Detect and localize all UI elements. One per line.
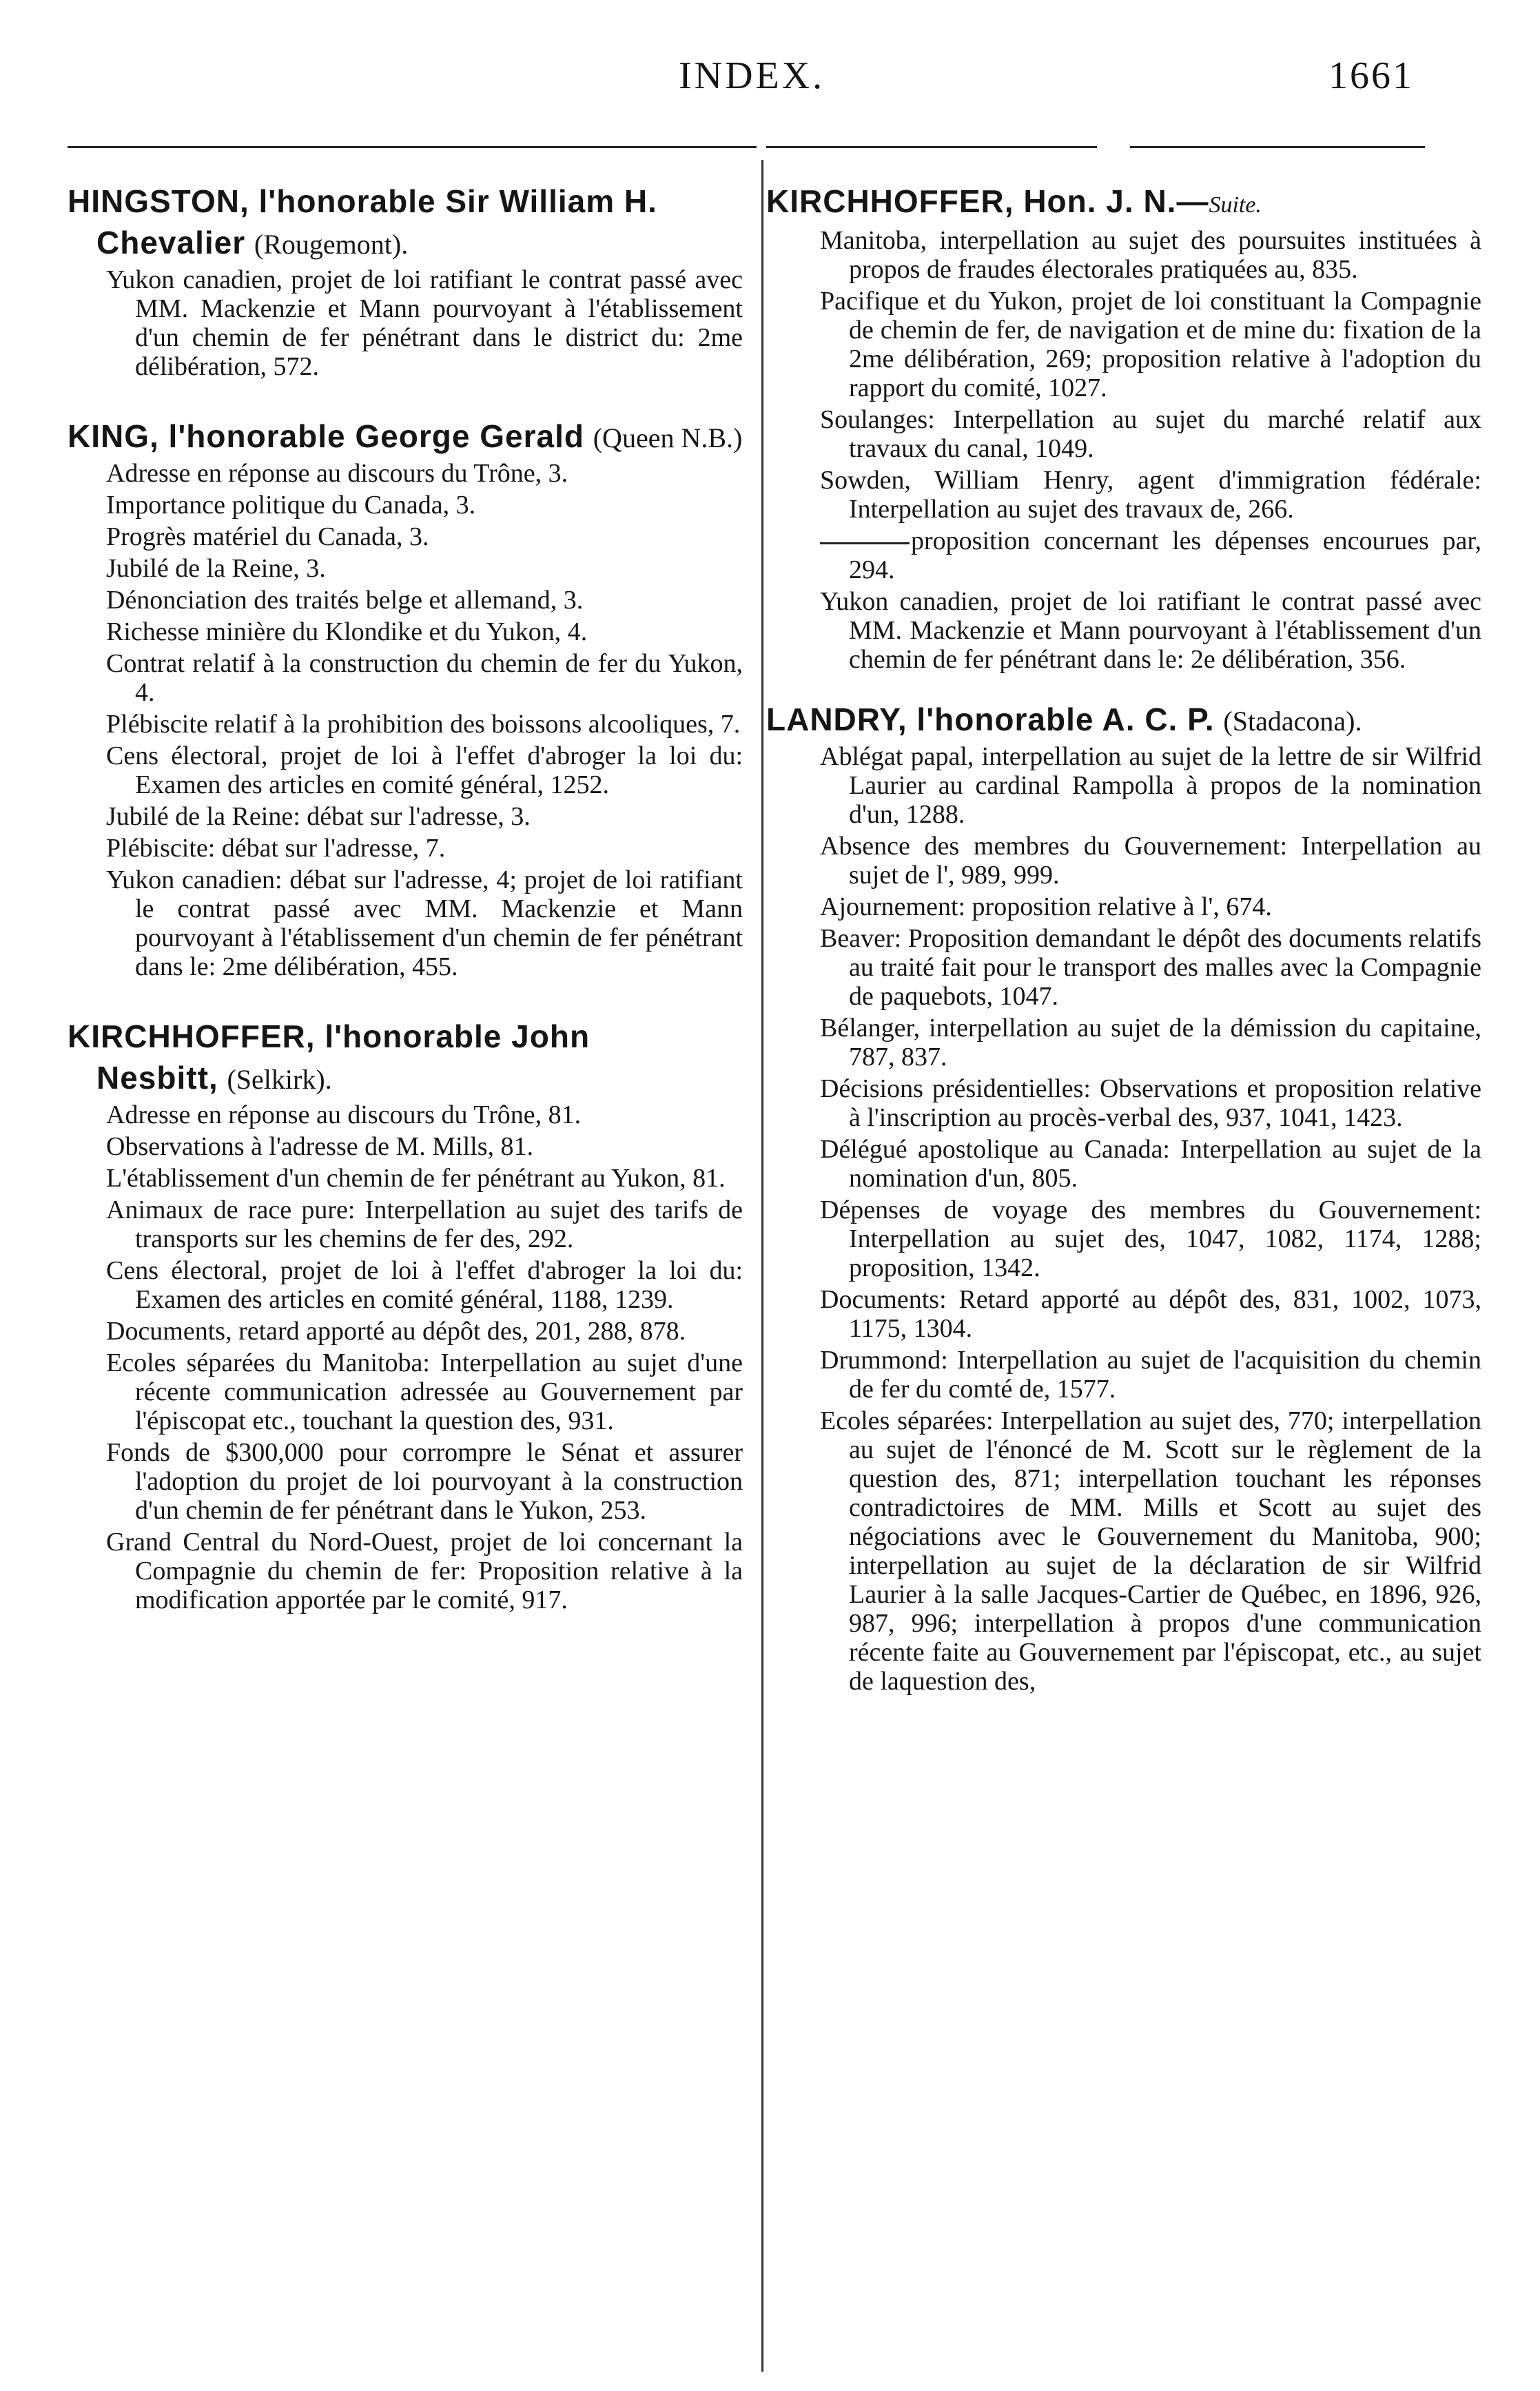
entry-item: Fonds de $300,000 pour corrompre le Sénat et assurer l'adoption du projet de loi pourvoyant à la construction d'un chemin de fer pénétrant dans le Yukon, 253. [106, 1438, 743, 1525]
entry-dash-item [766, 526, 1481, 584]
running-title: INDEX. [679, 54, 825, 97]
entry-item: Cens électoral, projet de loi à l'effet d'abroger la loi du: Examen des articles en comité général, 1252. [106, 741, 743, 799]
entry-heading-continued [68, 222, 743, 265]
entry-qualifier: (Selkirk). [227, 1064, 332, 1095]
entry-item: Pacifique et du Yukon, projet de loi constituant la Compagnie de chemin de fer, de navigation et de mine du: fixation de la 2me délibération, 269; proposition relative à l'adoption du rapport du comité, 1027. [820, 287, 1481, 402]
entry-item: L'établissement d'un chemin de fer pénétrant au Yukon, 81. [106, 1164, 726, 1193]
entry-heading [68, 1016, 743, 1100]
entry-suite: Suite. [1209, 192, 1262, 218]
index-entry [766, 699, 1481, 1696]
entry-item: Beaver: Proposition demandant le dépôt des documents relatifs au traité fait pour le transport des malles avec la Compagnie de paquebots, 1047. [820, 924, 1481, 1011]
entry-item: Sowden, William Henry, agent d'immigration fédérale: Interpellation au sujet des travaux de, 266. [820, 466, 1481, 524]
entry-item: Ablégat papal, interpellation au sujet de la lettre de sir Wilfrid Laurier au cardinal Rampolla à propos de la nomination d'un, 1288. [820, 742, 1481, 829]
entry-qualifier: (Queen N.B.) [593, 422, 743, 453]
entry-item: Cens électoral, projet de loi à l'effet d'abroger la loi du: Examen des articles en comité général, 1188, 1239. [106, 1256, 743, 1314]
column-divider [761, 160, 763, 2372]
page-number: 1661 [1328, 54, 1414, 97]
entry-item: Documents: Retard apporté au dépôt des, 831, 1002, 1073, 1175, 1304. [820, 1285, 1481, 1343]
entry-item: Yukon canadien, projet de loi ratifiant le contrat passé avec MM. Mackenzie et Mann pourvoyant à l'établissement d'un chemin de fer pénétrant dans le district du: 2me délibération, 572. [106, 265, 743, 381]
entry-item: Observations à l'adresse de M. Mills, 81. [106, 1132, 534, 1161]
entry-item: Jubilé de la Reine, 3. [106, 554, 326, 583]
entry-item: Importance politique du Canada, 3. [106, 491, 476, 520]
entry-item: Ecoles séparées: Interpellation au sujet des, 770; interpellation au sujet de l'énoncé de M. Scott sur le règlement de la question des, 871; interpellation touchant les réponses contradictoires de MM. Mills et Scott au sujet des négociations avec le Gouvernement du Manitoba, 900; interpellation au sujet de la déclaration de sir Wilfrid Laurier à la salle Jacques-Cartier de Québec, en 1896, 926, 987, 996; interpellation à propos d'une communication récente faite au Gouvernement par l'épiscopat, etc., au sujet de laquestion des, [820, 1406, 1481, 1696]
header-rule-right [1130, 146, 1425, 148]
left-column [68, 181, 743, 1649]
entry-name-line2: Chevalier [96, 225, 246, 260]
entry-heading-continued [68, 1057, 743, 1100]
entry-item: Yukon canadien, projet de loi ratifiant le contrat passé avec MM. Mackenzie et Mann pourvoyant à l'établissement d'un chemin de fer pénétrant dans le: 2e délibération, 356. [820, 587, 1481, 674]
index-entry [68, 181, 743, 381]
entry-heading [766, 181, 1481, 226]
entry-item: Plébiscite: débat sur l'adresse, 7. [106, 834, 446, 863]
entry-item: Richesse minière du Klondike et du Yukon, 4. [106, 617, 588, 646]
entry-item: Animaux de race pure: Interpellation au sujet des tarifs de transports sur les chemins de fer des, 292. [106, 1196, 743, 1253]
entry-item: Ecoles séparées du Manitoba: Interpellation au sujet d'une récente communication adressée au Gouvernement par l'épiscopat etc., touchant la question des, 931. [106, 1348, 743, 1435]
entry-item: Grand Central du Nord-Ouest, projet de loi concernant la Compagnie du chemin de fer: Proposition relative à la modification apportée par le comité, 917. [106, 1528, 743, 1614]
entry-item: Plébiscite relatif à la prohibition des boissons alcooliques, 7. [106, 710, 741, 739]
entry-item: Adresse en réponse au discours du Trône, 3. [106, 459, 568, 488]
entry-item: Contrat relatif à la construction du chemin de fer du Yukon, 4. [106, 649, 743, 707]
entry-name-line2: Nesbitt, [96, 1060, 218, 1096]
entry-heading [68, 181, 743, 265]
entry-item: Ajournement: proposition relative à l', 674. [820, 892, 1272, 921]
index-entry [766, 181, 1481, 674]
entry-item: Bélanger, interpellation au sujet de la démission du capitaine, 787, 837. [820, 1014, 1481, 1071]
entry-item: Soulanges: Interpellation au sujet du marché relatif aux travaux du canal, 1049. [820, 405, 1481, 463]
index-entry [68, 1016, 743, 1614]
entry-item: Yukon canadien: débat sur l'adresse, 4; projet de loi ratifiant le contrat passé avec MM. Mackenzie et Mann pourvoyant à l'établissement d'un chemin de fer pénétrant dans le: 2me délibération, 455. [106, 865, 743, 981]
ditto-dash [820, 542, 910, 544]
entry-item: Progrès matériel du Canada, 3. [106, 522, 429, 551]
header-rule-left [68, 146, 757, 148]
entry-item: Dénonciation des traités belge et allemand, 3. [106, 586, 584, 615]
entry-item: Délégué apostolique au Canada: Interpellation au sujet de la nomination d'un, 805. [820, 1135, 1481, 1193]
entry-name: KIRCHHOFFER, Hon. J. N.— [766, 183, 1209, 219]
entry-qualifier: (Stadacona). [1223, 706, 1362, 737]
entry-qualifier: (Rougemont). [254, 229, 409, 260]
header-rule-mid [766, 146, 1097, 148]
entry-name: HINGSTON, l'honorable Sir William H. [68, 183, 657, 219]
entry-item: Documents, retard apporté au dépôt des, 201, 288, 878. [106, 1317, 686, 1346]
dash-item-text: proposition concernant les dépenses encourues par, 294. [849, 526, 1481, 584]
entry-heading [68, 415, 743, 459]
page-header [0, 0, 1540, 138]
index-entry [68, 415, 743, 981]
entry-item: Manitoba, interpellation au sujet des poursuites instituées à propos de fraudes électorales pratiquées au, 835. [820, 226, 1481, 284]
entry-item: Dépenses de voyage des membres du Gouvernement: Interpellation au sujet des, 1047, 1082, 1174, 1288; proposition, 1342. [820, 1196, 1481, 1282]
entry-name: KING, l'honorable George Gerald [68, 418, 584, 454]
entry-heading [766, 699, 1481, 742]
entry-item: Absence des membres du Gouvernement: Interpellation au sujet de l', 989, 999. [820, 832, 1481, 890]
entry-item: Jubilé de la Reine: débat sur l'adresse, 3. [106, 802, 531, 831]
entry-item: Décisions présidentielles: Observations et proposition relative à l'inscription au procès-verbal des, 937, 1041, 1423. [820, 1074, 1481, 1132]
entry-name: LANDRY, l'honorable A. C. P. [766, 701, 1215, 737]
entry-item: Adresse en réponse au discours du Trône, 81. [106, 1100, 582, 1129]
entry-name: KIRCHHOFFER, l'honorable John [68, 1018, 591, 1054]
entry-item: Drummond: Interpellation au sujet de l'acquisition du chemin de fer du comté de, 1577. [820, 1346, 1481, 1404]
right-column [766, 181, 1481, 1730]
